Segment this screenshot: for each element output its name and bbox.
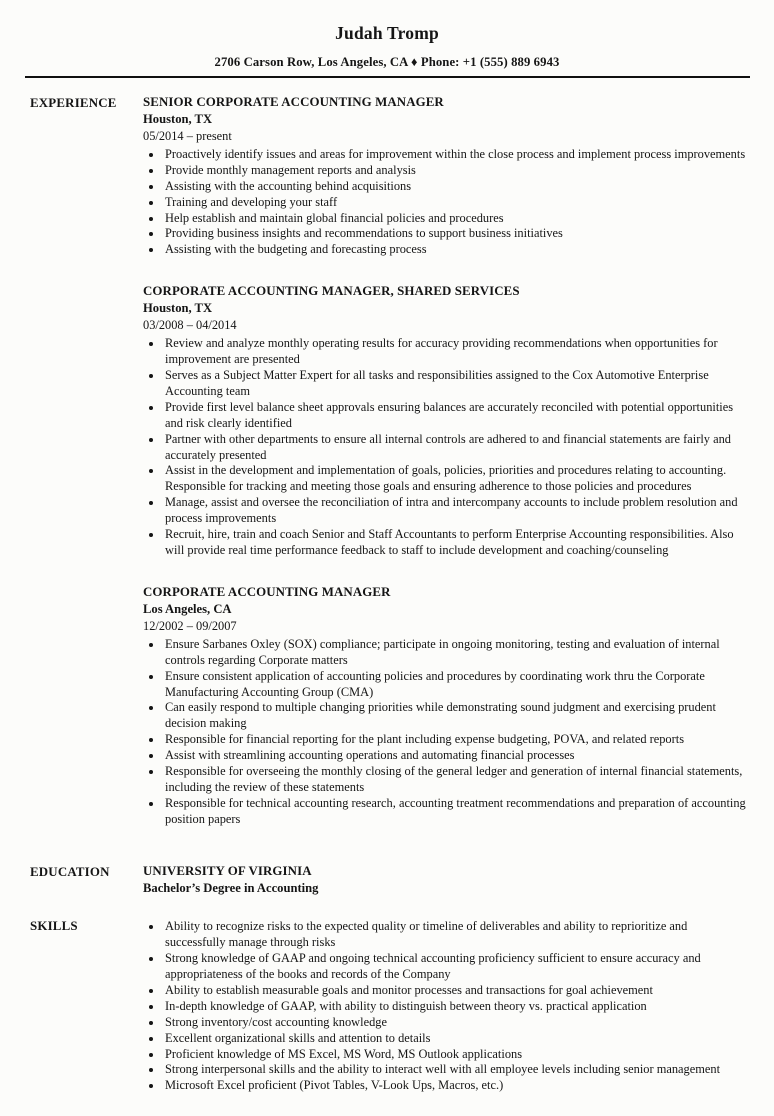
- bullet-item: • Review and analyze monthly operating results for accuracy providing recommendations when opportunities for improvement are presented: [163, 336, 746, 368]
- bullet-item: • Responsible for overseeing the monthly closing of the general ledger and generation of internal financial statements, including the review of these statements: [163, 764, 746, 796]
- skill-item: • Strong knowledge of GAAP and ongoing technical accounting proficiency sufficient to ensure accuracy and appropriateness of the books and records of the Company: [163, 951, 746, 983]
- job-entry: [143, 284, 746, 559]
- education-school: UNIVERSITY OF VIRGINIA: [143, 863, 312, 878]
- bullet-item: • Training and developing your staff: [163, 195, 746, 211]
- bullet-item: • Manage, assist and oversee the reconciliation of intra and intercompany accounts to include problem resolution and process improvements: [163, 495, 746, 527]
- bullet-item: • Provide first level balance sheet approvals ensuring balances are accurately reconciled with potential opportunities and risk clearly identified: [163, 400, 746, 432]
- skill-item: • Microsoft Excel proficient (Pivot Tables, V-Look Ups, Macros, etc.): [163, 1078, 746, 1094]
- bullet-item: • Responsible for financial reporting for the plant including expense budgeting, POVA, and related reports: [163, 732, 746, 748]
- job-bullets: [143, 147, 746, 258]
- section-label-experience: EXPERIENCE: [30, 96, 117, 110]
- job-entry: [143, 585, 746, 828]
- bullet-item: • Responsible for technical accounting research, accounting treatment recommendations and preparation of accounting position papers: [163, 796, 746, 828]
- bullet-item: • Assisting with the budgeting and forecasting process: [163, 242, 746, 258]
- job-location: Houston, TX: [143, 301, 213, 316]
- bullet-item: • Assist with streamlining accounting operations and automating financial processes: [163, 748, 746, 764]
- skill-item: • Excellent organizational skills and attention to details: [163, 1031, 746, 1047]
- bullet-item: • Providing business insights and recommendations to support business initiatives: [163, 226, 746, 242]
- bullet-item: • Partner with other departments to ensure all internal controls are adhered to and financial statements are fairly and accurately presented: [163, 432, 746, 464]
- section-experience: [30, 95, 746, 828]
- bullet-item: • Assisting with the accounting behind acquisitions: [163, 179, 746, 195]
- skill-item: • Ability to recognize risks to the expected quality or timeline of deliverables and ability to reprioritize and successfully manage through risks: [163, 919, 746, 951]
- bullet-item: • Proactively identify issues and areas for improvement within the close process and implement process improvements: [163, 147, 746, 163]
- skill-item: • Strong inventory/cost accounting knowledge: [163, 1015, 746, 1031]
- job-location: Los Angeles, CA: [143, 602, 232, 617]
- job-dates: 03/2008 – 04/2014: [143, 317, 237, 332]
- bullet-item: • Can easily respond to multiple changing priorities while demonstrating sound judgment and exercising prudent decision making: [163, 700, 746, 732]
- skill-item: • Strong interpersonal skills and the ability to interact well with all employee levels including senior management: [163, 1062, 746, 1078]
- job-dates: 05/2014 – present: [143, 128, 232, 143]
- skills-content: [143, 918, 746, 1094]
- bullet-item: • Help establish and maintain global financial policies and procedures: [163, 211, 746, 227]
- header-divider: [25, 76, 750, 78]
- bullet-item: • Assist in the development and implementation of goals, policies, priorities and procedures relating to accounting. Responsible for tracking and meeting those goals and ensuring adherence to those policies and procedures: [163, 463, 746, 495]
- resume-body: [30, 95, 746, 1094]
- bullet-item: • Serves as a Subject Matter Expert for all tasks and responsibilities assigned to the Cox Automotive Enterprise Accounting team: [163, 368, 746, 400]
- job-location: Houston, TX: [143, 112, 213, 127]
- bullet-item: • Ensure Sarbanes Oxley (SOX) compliance; participate in ongoing monitoring, testing and evaluation of internal controls regarding Corporate matters: [163, 637, 746, 669]
- job-bullets: [143, 336, 746, 559]
- section-label-education: EDUCATION: [30, 864, 110, 879]
- education-degree: Bachelor’s Degree in Accounting: [143, 880, 319, 895]
- contact-line: 2706 Carson Row, Los Angeles, CA ♦ Phone: +1 (555) 889 6943: [214, 55, 560, 69]
- skills-list: [143, 919, 746, 1094]
- section-education: [30, 864, 746, 896]
- job-title: SENIOR CORPORATE ACCOUNTING MANAGER: [143, 95, 444, 109]
- section-skills: [30, 918, 746, 1094]
- section-label-skills: SKILLS: [30, 919, 78, 934]
- skill-item: • Ability to establish measurable goals and monitor processes and transactions for goal achievement: [163, 983, 746, 999]
- resume-header: [0, 0, 774, 78]
- bullet-item: • Ensure consistent application of accounting policies and procedures by coordinating work thru the Corporate Manufacturing Accounting Group (CMA): [163, 669, 746, 701]
- job-title: CORPORATE ACCOUNTING MANAGER: [143, 584, 391, 599]
- job-bullets: [143, 637, 746, 828]
- job-dates: 12/2002 – 09/2007: [143, 618, 237, 633]
- experience-jobs: [143, 95, 746, 828]
- job-title: CORPORATE ACCOUNTING MANAGER, SHARED SERVICES: [143, 284, 520, 299]
- bullet-item: • Recruit, hire, train and coach Senior and Staff Accountants to perform Enterprise Accounting responsibilities. Also will provide real time performance feedback to staff to include development and coaching/counseling: [163, 527, 746, 559]
- job-entry: [143, 95, 746, 258]
- skill-item: • Proficient knowledge of MS Excel, MS Word, MS Outlook applications: [163, 1047, 746, 1063]
- skill-item: • In-depth knowledge of GAAP, with ability to distinguish between theory vs. practical application: [163, 999, 746, 1015]
- candidate-name: Judah Tromp: [335, 23, 439, 43]
- bullet-item: • Provide monthly management reports and analysis: [163, 163, 746, 179]
- education-content: [143, 864, 746, 896]
